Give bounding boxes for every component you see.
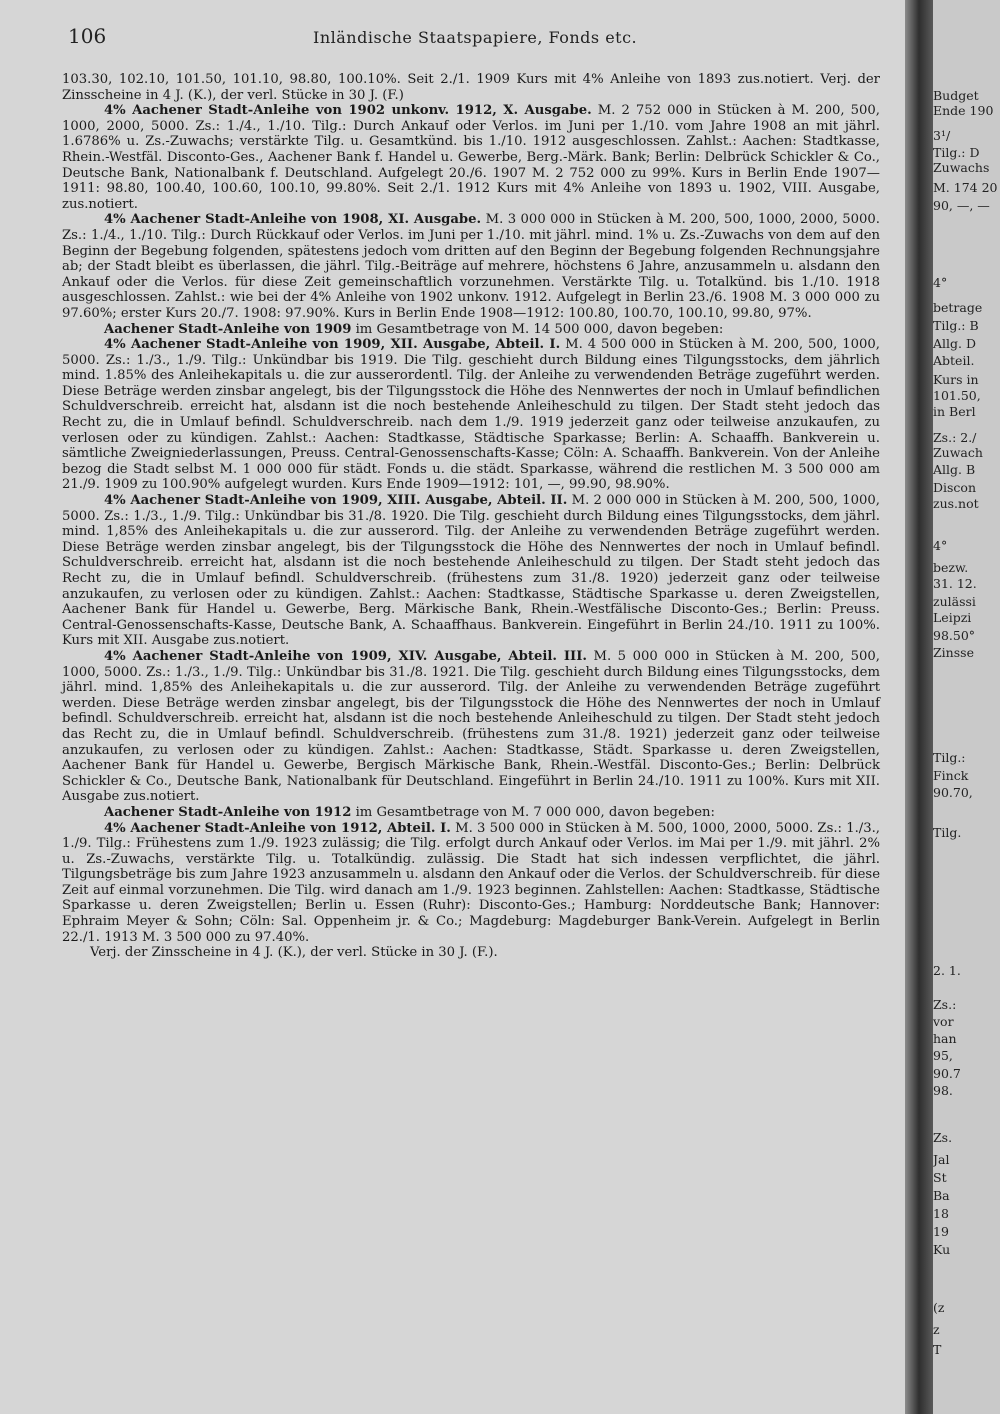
right-page-fragment: Zuwach	[933, 445, 983, 460]
entry-text: M. 4 500 000 in Stücken à M. 200, 500, 1000, 5000. Zs.: 1./3., 1./9. Tilg.: Unkündbar bis 1919. Die Tilg. geschieht durch Bildung eines Tilgungsstocks, dem jährlich mind. 1.85% des Anleihekapitals u. die zur ausserordentl. Tilg. der Anleihe zu verwendenden Beträge zugeführt werden. Diese Beträge werden zinsbar angelegt, bis der Tilgungsstock die Höhe des Nennwertes der noch in Umlauf befindlichen Schuldverschreib. erreicht hat, alsdann ist die noch bestehende Anleiheschuld zu tilgen. Der Stadt steht jedoch das Recht zu, die in Umlauf befindl. Schuldverschreib. nach dem 1./9. 1919 jederzeit ganz oder teilweise anzukaufen, zu verlosen oder zu kündigen. Zahlst.: Aachen: Stadtkasse, Städtische Sparkasse; Berlin: A. Schaaffh. Bankverein u. sämtliche Zweigniederlassungen, Preuss. Central-Genossenschafts-Kasse; Cöln: A. Schaaffh. Bankverein. Von der Anleihe bezog die Stadt selbst M. 1 000 000 für städt. Fonds u. die städt. Sparkasse, während die restlichen M. 3 500 000 am 21./9. 1909 zu 100.90% aufgelegt wurden. Kurs Ende 1909—1912: 101, —, 99.90, 98.90%.	[62, 337, 880, 493]
right-page-fragment: 90.70,	[933, 785, 973, 800]
right-page-fragment: 19	[933, 1224, 949, 1239]
running-title: Inländische Staatspapiere, Fonds etc.	[313, 28, 638, 47]
right-page-fragment: vor	[933, 1014, 954, 1029]
right-page-fragment: Abteil.	[933, 353, 975, 368]
right-page-fragment: Tilg.	[933, 825, 962, 840]
right-page-fragment: Ku	[933, 1242, 951, 1257]
closing-note: Verj. der Zinsscheine in 4 J. (K.), der verl. Stücke in 30 J. (F.).	[90, 945, 498, 961]
paragraph-continuation: 103.30, 102.10, 101.50, 101.10, 98.80, 100.10%. Seit 2./1. 1909 Kurs mit 4% Anleihe von 1893 zus.notiert. Verj. der Zinsscheine in 4 J. (K.), der verl. Stücke in 30 J. (F.)	[62, 72, 880, 103]
entry-1909-overview	[62, 322, 880, 338]
book-page-right-edge	[933, 0, 1000, 1414]
page-header	[68, 24, 828, 54]
right-page-fragment: Budget	[933, 88, 979, 103]
page-number: 106	[68, 24, 107, 48]
right-page-fragment: 98.	[933, 1083, 953, 1098]
book-gutter	[905, 0, 933, 1414]
entry-1909-xiii-ausgabe	[62, 493, 880, 649]
entry-title: Aachener Stadt-Anleihe von 1912	[104, 804, 352, 820]
right-page-fragment: 90.7	[933, 1066, 961, 1081]
right-page-fragment: 3¹/	[933, 128, 951, 143]
right-page-fragment: Zuwachs	[933, 160, 990, 175]
right-page-fragment: Leipzi	[933, 610, 972, 625]
right-page-fragment: 101.50,	[933, 388, 981, 403]
right-page-fragment: Jal	[933, 1152, 950, 1167]
body-text	[62, 72, 880, 961]
entry-text: M. 2 000 000 in Stücken à M. 200, 500, 1000, 5000. Zs.: 1./3., 1./9. Tilg.: Unkündbar bis 31./8. 1920. Die Tilg. geschieht durch Bildung eines Tilgungsstocks, dem jährl. mind. 1,85% des Anleihekapitals u. die zur ausserord. Tilg. der Anleihe zu verwendenden Beträge zugeführt werden. Diese Beträge werden zinsbar angelegt, bis der Tilgungsstock die Höhe des Nennwertes der noch in Umlauf befindl. Schuldverschreib. erreicht hat, alsdann ist die noch bestehende Anleiheschuld zu tilgen. Der Stadt steht jedoch das Recht zu, die in Umlauf befindl. Schuldverschreib. (frühestens zum 31./8. 1920) jederzeit ganz oder teilweise anzukaufen, zu verlosen oder zu kündigen. Zahlst.: Aachen: Stadtkasse, Städtische Sparkasse u. deren Zweigstellen, Aachener Bank für Handel u. Gewerbe, Berg. Märkische Bank, Rhein.-Westfälische Disconto-Ges.; Berlin: Preuss. Central-Genossenschafts-Kasse, Deutsche Bank, A. Schaaffhaus. Bankverein. Eingeführt in Berlin 24./10. 1911 zu 100%. Kurs mit XII. Ausgabe zus.notiert.	[62, 493, 880, 649]
entry-title: 4% Aachener Stadt-Anleihe von 1902 unkonv. 1912, X. Ausgabe.	[104, 103, 592, 119]
right-page-fragment: Tilg.:	[933, 750, 966, 765]
entry-1912-abteil-i	[62, 821, 880, 946]
right-page-fragment: 4°	[933, 538, 948, 553]
right-page-fragment: in Berl	[933, 404, 976, 419]
entry-text: M. 3 000 000 in Stücken à M. 200, 500, 1000, 2000, 5000. Zs.: 1./4., 1./10. Tilg.: Durch Rückkauf oder Verlos. im Juni per 1./10. mit jährl. mind. 1% u. Zs.-Zuwachs von dem auf den Beginn der Begebung folgenden, spätestens jedoch vom dritten auf den Beginn der Begebung folgenden Rechnungsjahre ab; der Stadt bleibt es überlassen, die jährl. Tilg.-Beiträge auf mehrere, höchstens 6 Jahre, anzusammeln u. alsdann den Ankauf oder die Verlos. für diese Zeit gemeinschaftlich vorzunehmen. Verstärkte Tilg. u. Totalkünd. bis 1./10. 1918 ausgeschlossen. Zahlst.: wie bei der 4% Anleihe von 1902 unkonv. 1912. Aufgelegt in Berlin 23./6. 1908 M. 3 000 000 zu 97.60%; erster Kurs 20./7. 1908: 97.90%. Kurs in Berlin Ende 1908—1912: 100.80, 100.70, 100.10, 99.80, 97%.	[62, 212, 880, 321]
entry-text: im Gesamtbetrage von M. 7 000 000, davon begeben:	[351, 804, 715, 820]
entry-title: Aachener Stadt-Anleihe von 1909	[104, 321, 352, 337]
right-page-fragment: 98.50°	[933, 628, 976, 643]
right-page-fragment: 95,	[933, 1048, 953, 1063]
right-page-fragment: zus.not	[933, 496, 979, 511]
right-page-fragment: Finck	[933, 768, 969, 783]
right-page-fragment: Zs.:	[933, 997, 957, 1012]
entry-1912-overview	[62, 805, 880, 821]
right-page-fragment: Discon	[933, 480, 977, 495]
entry-title: 4% Aachener Stadt-Anleihe von 1912, Abteil. I.	[104, 820, 451, 836]
entry-1909-xii-ausgabe	[62, 337, 880, 493]
right-page-fragment: Zs.: 2./	[933, 430, 977, 445]
entry-title: 4% Aachener Stadt-Anleihe von 1909, XII. Ausgabe, Abteil. I.	[104, 337, 561, 353]
entry-1908-xi-ausgabe	[62, 212, 880, 321]
right-page-fragment: (z	[933, 1300, 945, 1315]
right-page-fragment: Allg. B	[933, 462, 976, 477]
right-page-fragment: Tilg.: B	[933, 318, 979, 333]
right-page-fragment: Tilg.: D	[933, 145, 980, 160]
right-page-fragment: 90, —, —	[933, 198, 990, 213]
right-page-fragment: Zinsse	[933, 645, 974, 660]
right-page-fragment: Zs.	[933, 1130, 953, 1145]
right-page-fragment: Allg. D	[933, 336, 976, 351]
entry-title: 4% Aachener Stadt-Anleihe von 1909, XIV. Ausgabe, Abteil. III.	[104, 648, 587, 664]
right-page-fragment: St	[933, 1170, 947, 1185]
right-page-fragment: han	[933, 1031, 957, 1046]
right-page-fragment: M. 174 20	[933, 180, 998, 195]
right-page-fragment: T	[933, 1342, 942, 1357]
right-page-fragment: zulässi	[933, 594, 976, 609]
right-page-fragment: bezw.	[933, 560, 969, 575]
entry-text: M. 2 752 000 in Stücken à M. 200, 500, 1000, 2000, 5000. Zs.: 1./4., 1./10. Tilg.: Durch Ankauf oder Verlos. im Juni per 1./10. vom Jahre 1908 an mit jährl. 1.6786% u. Zs.-Zuwachs; verstärkte Tilg. u. Gesamtkünd. bis 1./10. 1912 ausgeschlossen. Zahlst.: Aachen: Stadtkasse, Rhein.-Westfäl. Disconto-Ges., Aachener Bank f. Handel u. Gewerbe, Berg.-Märk. Bank; Berlin: Delbrück Schickler & Co., Deutsche Bank, Nationalbank f. Deutschland. Aufgelegt 20./6. 1907 M. 2 752 000 zu 99%. Kurs in Berlin Ende 1907—1911: 98.80, 100.40, 100.60, 100.10, 99.80%. Seit 2./1. 1912 Kurs mit 4% Anleihe von 1893 u. 1902, VIII. Ausgabe, zus.notiert.	[62, 103, 880, 212]
right-page-fragment: Ende 190	[933, 103, 994, 118]
right-page-fragment: Ba	[933, 1188, 950, 1203]
entry-text: im Gesamtbetrage von M. 14 500 000, davon begeben:	[351, 321, 724, 337]
right-page-fragment: 4°	[933, 275, 948, 290]
entry-text: M. 5 000 000 in Stücken à M. 200, 500, 1000, 5000. Zs.: 1./3., 1./9. Tilg.: Unkündbar bis 31./8. 1921. Die Tilg. geschieht durch Bildung eines Tilgungsstocks, dem jährl. mind. 1,85% des Anleihekapitals u. die zur ausserord. Tilg. der Anleihe zu verwendenden Beträge zugeführt werden. Diese Beträge werden zinsbar angelegt, bis der Tilgungsstock die Höhe des Nennwertes der noch in Umlauf befindl. Schuldverschreib. erreicht hat, alsdann ist die noch bestehende Anleiheschuld zu tilgen. Der Stadt steht jedoch das Recht zu, die in Umlauf befindl. Schuldverschreib. (frühestens zum 31./8. 1921) jederzeit ganz oder teilweise anzukaufen, zu verlosen oder zu kündigen. Zahlst.: Aachen: Stadtkasse, Städt. Sparkasse u. deren Zweigstellen, Aachener Bank für Handel u. Gewerbe, Bergisch Märkische Bank, Rhein.-Westfäl. Disconto-Ges.; Berlin: Delbrück Schickler & Co., Deutsche Bank, Nationalbank für Deutschland. Eingeführt in Berlin 24./10. 1911 zu 100%. Kurs mit XII. Ausgabe zus.notiert.	[62, 648, 880, 805]
right-page-fragment: 31. 12.	[933, 576, 977, 591]
entry-title: 4% Aachener Stadt-Anleihe von 1909, XIII. Ausgabe, Abteil. II.	[104, 493, 568, 509]
right-page-fragment: Kurs in	[933, 372, 979, 387]
entry-text: M. 3 500 000 in Stücken à M. 500, 1000, 2000, 5000. Zs.: 1./3., 1./9. Tilg.: Frühestens zum 1./9. 1923 zulässig; die Tilg. erfolgt durch Ankauf oder Verlos. im Mai per 1./9. mit jährl. 2% u. Zs.-Zuwachs, verstärkte Tilg. u. Totalkündig. zulässig. Die Stadt hat sich indessen verpflichtet, die jährl. Tilgungsbeträge bis zum Jahre 1923 anzusammeln u. alsdann den Ankauf oder die Verlos. der Schuldverschreib. für diese Zeit auf einmal vorzunehmen. Die Tilg. wird danach am 1./9. 1923 beginnen. Zahlstellen: Aachen: Stadtkasse, Städtische Sparkasse u. deren Zweigstellen; Berlin u. Essen (Ruhr): Disconto-Ges.; Hamburg: Norddeutsche Bank; Hannover: Ephraim Meyer & Sohn; Cöln: Sal. Oppenheim jr. & Co.; Magdeburg: Magdeburger Bank-Verein. Aufgelegt in Berlin 22./1. 1913 M. 3 500 000 zu 97.40%.	[62, 820, 880, 945]
right-page-fragment: z	[933, 1322, 940, 1337]
entry-1909-xiv-ausgabe	[62, 649, 880, 805]
right-page-fragment: 18	[933, 1206, 949, 1221]
right-page-fragment: betrage	[933, 300, 983, 315]
entry-title: 4% Aachener Stadt-Anleihe von 1908, XI. Ausgabe.	[104, 212, 482, 228]
entry-1902-x-ausgabe	[62, 103, 880, 212]
right-page-fragment: 2. 1.	[933, 963, 961, 978]
